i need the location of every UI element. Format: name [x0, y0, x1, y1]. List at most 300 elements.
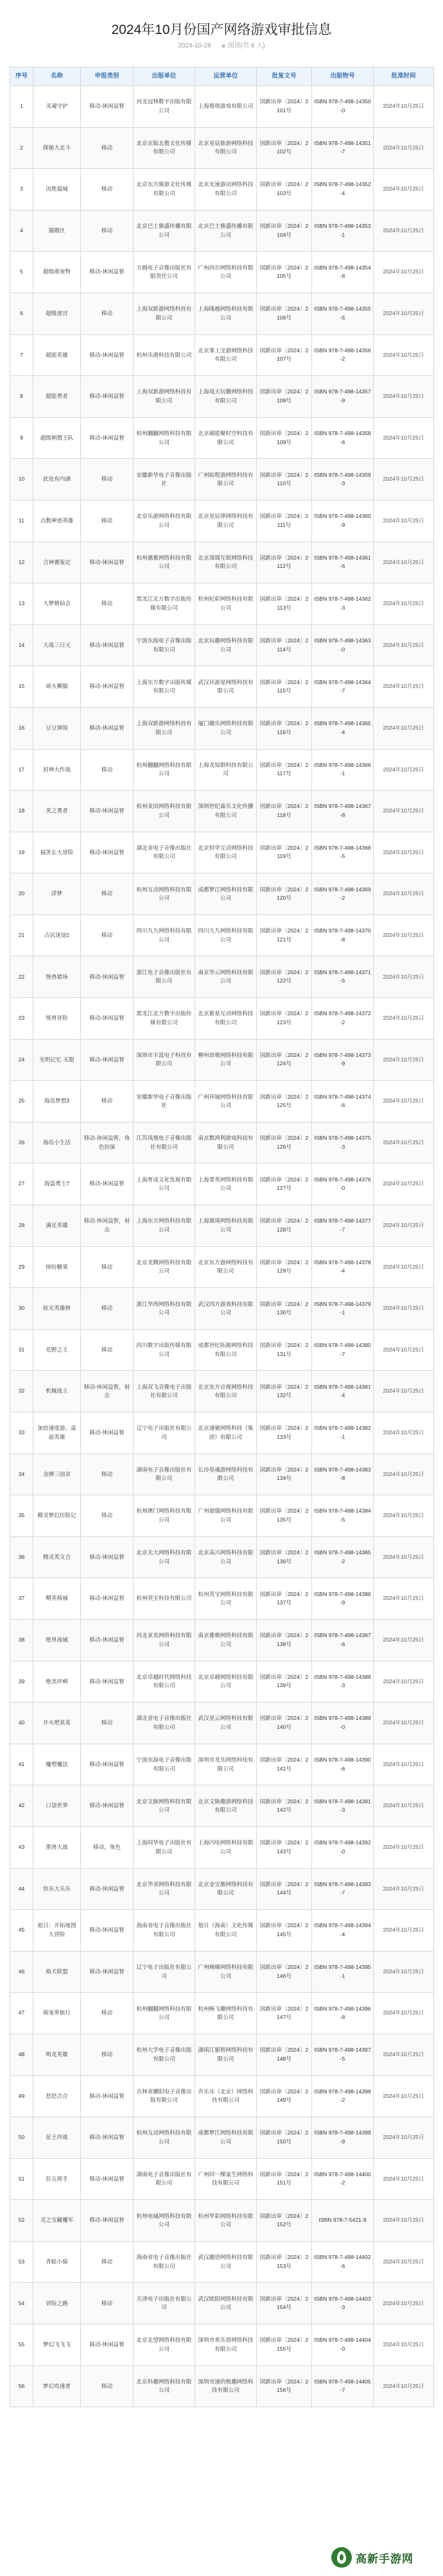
cell-isbn: ISBN 978-7-5421-9: [312, 2200, 374, 2242]
cell-index: 28: [10, 1205, 33, 1247]
cell-approval-no: 国新出审〔2024〕2111号: [257, 500, 312, 542]
cell-category: 移动-休闲益智: [81, 1413, 134, 1454]
cell-isbn: ISBN 978-7-498-14358-6: [312, 417, 374, 459]
table-row: [10, 417, 434, 459]
cell-game-name: 英之勇者: [33, 791, 81, 832]
cell-operator: 四川九九网络科技有限公司: [195, 914, 257, 956]
cell-approval-no: 国新出审〔2024〕2148号: [257, 2034, 312, 2075]
cell-category: 移动-休闲益智: [81, 2075, 134, 2117]
cell-game-name: 封神大作战: [33, 749, 81, 791]
cell-game-name: 快乐大乐乐: [33, 1868, 81, 1910]
cell-category: 移动-休闲益智: [81, 998, 134, 1040]
publish-date: 2024-10-28: [178, 42, 211, 49]
cell-operator: 广州同一棵家生网络科技有限公司: [195, 2158, 257, 2200]
cell-game-name: 怒怒合合: [33, 2075, 81, 2117]
cell-category: 移动-休闲益智: [81, 1536, 134, 1578]
table-row: [10, 1826, 434, 1868]
cell-date: 2024年10月25日: [374, 2075, 434, 2117]
cell-date: 2024年10月25日: [374, 1619, 434, 1661]
cell-isbn: ISBN 978-7-498-14375-3: [312, 1122, 374, 1163]
cell-approval-no: 国新出审〔2024〕2124号: [257, 1039, 312, 1081]
cell-approval-no: 国新出审〔2024〕2131号: [257, 1329, 312, 1371]
cell-index: 34: [10, 1454, 33, 1495]
cell-date: 2024年10月25日: [374, 666, 434, 708]
cell-index: 35: [10, 1495, 33, 1537]
table-row: [10, 459, 434, 501]
cell-operator: 南京数鸿利游戏科技有限公司: [195, 1122, 257, 1163]
cell-date: 2024年10月25日: [374, 417, 434, 459]
cell-publisher: 杭州翻翻网络科技有限公司: [134, 1993, 195, 2034]
table-row: [10, 956, 434, 998]
cell-category: 移动-休闲益智: [81, 1578, 134, 1620]
cell-approval-no: 国新出审〔2024〕2149号: [257, 2075, 312, 2117]
cell-approval-no: 国新出审〔2024〕2104号: [257, 210, 312, 252]
cell-category: 移动: [81, 1246, 134, 1288]
cell-isbn: ISBN 978-7-498-14404-0: [312, 2324, 374, 2366]
cell-game-name: 满足英雄: [33, 1205, 81, 1247]
cell-date: 2024年10月25日: [374, 542, 434, 583]
cell-isbn: ISBN 978-7-498-14397-5: [312, 2034, 374, 2075]
cell-operator: 上海龙知群科技有限公司: [195, 749, 257, 791]
cell-game-name: 魔塑魔法: [33, 1744, 81, 1785]
cell-publisher: 上海双新游网络科技有限公司: [134, 293, 195, 334]
cell-isbn: ISBN 978-7-498-14363-0: [312, 624, 374, 666]
table-row: [10, 583, 434, 625]
cell-approval-no: 国新出审〔2024〕2128号: [257, 1205, 312, 1247]
cell-date: 2024年10月25日: [374, 1993, 434, 2034]
cell-isbn: ISBN 978-7-498-14394-4: [312, 1910, 374, 1952]
cell-index: 38: [10, 1619, 33, 1661]
cell-game-name: 梦幻攻速者: [33, 2366, 81, 2407]
cell-operator: 广州超强网络科技有限公司: [195, 1495, 257, 1537]
cell-approval-no: 国新出审〔2024〕2151号: [257, 2158, 312, 2200]
cell-date: 2024年10月25日: [374, 1329, 434, 1371]
cell-isbn: ISBN 978-7-498-14352-4: [312, 169, 374, 210]
cell-game-name: 猫散区: [33, 210, 81, 252]
cell-category: 移动: [81, 293, 134, 334]
cell-category: 移动: [81, 1081, 134, 1122]
cell-game-name: 萌犬联盟: [33, 1951, 81, 1993]
cell-isbn: ISBN 978-7-498-14357-9: [312, 376, 374, 418]
cell-publisher: 天津电子出版社有限公司: [134, 2283, 195, 2324]
cell-date: 2024年10月25日: [374, 1246, 434, 1288]
table-row: [10, 1536, 434, 1578]
cell-isbn: ISBN 978-7-498-14350-0: [312, 86, 374, 128]
cell-game-name: 灵之宝藏魔军: [33, 2200, 81, 2242]
cell-operator: 杭州畅飞趣网络科技有限公司: [195, 1993, 257, 2034]
cell-publisher: 浙江电子音像出版社有限公司: [134, 956, 195, 998]
cell-approval-no: 国新出审〔2024〕2125号: [257, 1081, 312, 1122]
cell-date: 2024年10月25日: [374, 914, 434, 956]
cell-approval-no: 国新出审〔2024〕2138号: [257, 1619, 312, 1661]
cell-date: 2024年10月25日: [374, 334, 434, 376]
cell-publisher: 杭州麦田网络科技有限公司: [134, 791, 195, 832]
cell-index: 11: [10, 500, 33, 542]
cell-operator: 武汉趣语网络科技有限公司: [195, 2241, 257, 2283]
cell-category: 移动-休闲益智，射击: [81, 1205, 134, 1247]
cell-approval-no: 国新出审〔2024〕2155号: [257, 2324, 312, 2366]
column-header: 批复文号: [257, 67, 312, 86]
cell-operator: 北京东方京视网络科技有限公司: [195, 1371, 257, 1413]
cell-date: 2024年10月25日: [374, 1371, 434, 1413]
cell-game-name: 那兽大战: [33, 1826, 81, 1868]
cell-game-name: 炫光英雄榜: [33, 1288, 81, 1330]
cell-date: 2024年10月25日: [374, 2158, 434, 2200]
cell-publisher: 上海双飞音像电子出版社有限公司: [134, 1371, 195, 1413]
cell-category: 移动-休闲益智: [81, 1661, 134, 1703]
table-row: [10, 2075, 434, 2117]
cell-category: 移动-休闲益智: [81, 624, 134, 666]
cell-category: 移动-休闲益智: [81, 334, 134, 376]
cell-isbn: ISBN 978-7-498-14393-7: [312, 1868, 374, 1910]
table-row: [10, 1661, 434, 1703]
cell-index: 21: [10, 914, 33, 956]
table-row: [10, 832, 434, 873]
cell-category: 移动-休闲益智: [81, 2324, 134, 2366]
cell-operator: 深圳市欢乐语网络科技有限公司: [195, 2324, 257, 2366]
table-row: [10, 1951, 434, 1993]
cell-publisher: 辽宁电子出版社有限公司: [134, 1951, 195, 1993]
table-row: [10, 749, 434, 791]
cell-isbn: ISBN 978-7-498-14355-5: [312, 293, 374, 334]
cell-index: 7: [10, 334, 33, 376]
cell-approval-no: 国新出审〔2024〕2134号: [257, 1454, 312, 1495]
cell-approval-no: 国新出审〔2024〕2154号: [257, 2283, 312, 2324]
cell-index: 18: [10, 791, 33, 832]
cell-date: 2024年10月25日: [374, 1039, 434, 1081]
cell-publisher: 吉林省耀阳电子音像出版有限公司: [134, 2075, 195, 2117]
cell-game-name: 开火吧莫莫: [33, 1703, 81, 1744]
cell-index: 55: [10, 2324, 33, 2366]
cell-isbn: ISBN 978-7-498-14360-9: [312, 500, 374, 542]
cell-operator: 广州皖程游网络科技有限公司: [195, 459, 257, 501]
cell-index: 12: [10, 542, 33, 583]
cell-date: 2024年10月25日: [374, 1081, 434, 1122]
cell-operator: 乔乐乐（北京）网络科技有限公司: [195, 2075, 257, 2117]
cell-game-name: 搞笑长大冒险: [33, 832, 81, 873]
cell-operator: 成都世纪拓源网络科技有限公司: [195, 1329, 257, 1371]
cell-game-name: 探秘大北斗: [33, 127, 81, 169]
cell-index: 30: [10, 1288, 33, 1330]
table-row: [10, 1371, 434, 1413]
table-row: [10, 127, 434, 169]
cell-operator: 杭州华彩网络科技有限公司: [195, 2200, 257, 2242]
cell-publisher: 北京东方骏游文化传媒有限公司: [134, 169, 195, 210]
column-header: 运营单位: [195, 67, 257, 86]
cell-isbn: ISBN 978-7-498-14353-1: [312, 210, 374, 252]
cell-publisher: 浙江华西网络科技有限公司: [134, 1288, 195, 1330]
cell-category: 移动-休闲益智: [81, 956, 134, 998]
cell-operator: 北京高兴网络科技有限公司: [195, 1536, 257, 1578]
cell-isbn: ISBN 978-7-498-14384-5: [312, 1495, 374, 1537]
cell-category: 移动: [81, 1454, 134, 1495]
cell-game-name: 海盗勇士7: [33, 1163, 81, 1205]
cell-operator: 杭州英宝网络科技有限公司: [195, 1578, 257, 1620]
cell-approval-no: 国新出审〔2024〕2136号: [257, 1536, 312, 1578]
cell-isbn: ISBN 978-7-498-14370-8: [312, 914, 374, 956]
cell-index: 42: [10, 1785, 33, 1827]
cell-operator: 长沙星魂游网络科技有限公司: [195, 1454, 257, 1495]
cell-approval-no: 国新出审〔2024〕2152号: [257, 2200, 312, 2242]
cell-category: 移动: [81, 210, 134, 252]
cell-isbn: ISBN 978-7-498-14383-8: [312, 1454, 374, 1495]
cell-game-name: 怪兽冒险: [33, 998, 81, 1040]
cell-isbn: ISBN 978-7-498-14361-6: [312, 542, 374, 583]
cell-date: 2024年10月25日: [374, 2200, 434, 2242]
cell-isbn: ISBN 978-7-498-14354-8: [312, 252, 374, 293]
cell-operator: 广州尚尔网络科技有限公司: [195, 252, 257, 293]
cell-publisher: 北京龙腾网络科技有限公司: [134, 1246, 195, 1288]
cell-game-name: 海岛小生活: [33, 1122, 81, 1163]
table-row: [10, 666, 434, 708]
cell-index: 26: [10, 1122, 33, 1163]
cell-game-name: 豆豆弹锐: [33, 707, 81, 749]
cell-date: 2024年10月25日: [374, 376, 434, 418]
cell-approval-no: 国新出审〔2024〕2123号: [257, 998, 312, 1040]
cell-index: 53: [10, 2241, 33, 2283]
cell-approval-no: 国新出审〔2024〕2127号: [257, 1163, 312, 1205]
cell-date: 2024年10月25日: [374, 1454, 434, 1495]
cell-operator: 深圳市速的极趣网络科技有限公司: [195, 2366, 257, 2407]
cell-date: 2024年10月25日: [374, 2366, 434, 2407]
cell-operator: 上海菁英网络科技有限公司: [195, 1163, 257, 1205]
cell-publisher: 河北冠林数字出版有限公司: [134, 86, 195, 128]
cell-approval-no: 国新出审〔2024〕2105号: [257, 252, 312, 293]
cell-category: 移动: [81, 1993, 134, 2034]
cell-index: 40: [10, 1703, 33, 1744]
cell-publisher: 深圳市丰富电子科技有限公司: [134, 1039, 195, 1081]
cell-game-name: 灵魂守护: [33, 86, 81, 128]
cell-operator: 北京掌上宝游网络科技有限公司: [195, 334, 257, 376]
cell-publisher: 杭州乐港科技有限公司: [134, 334, 195, 376]
watermark-text: 高新手游网: [356, 2552, 413, 2565]
cell-isbn: ISBN 978-7-498-14382-1: [312, 1413, 374, 1454]
table-row: [10, 169, 434, 210]
cell-game-name: 青蛙小骑: [33, 2241, 81, 2283]
cell-operator: 武汉星云网络科技有限公司: [195, 1703, 257, 1744]
cell-operator: 北京东方游网络科技有限公司: [195, 1246, 257, 1288]
cell-game-name: 旭日：开拓地图大冒险: [33, 1910, 81, 1952]
cell-category: 移动: [81, 2366, 134, 2407]
cell-date: 2024年10月25日: [374, 86, 434, 128]
cell-approval-no: 国新出审〔2024〕2119号: [257, 832, 312, 873]
cell-index: 4: [10, 210, 33, 252]
cell-approval-no: 国新出审〔2024〕2120号: [257, 873, 312, 915]
cell-category: 移动: [81, 1329, 134, 1371]
table-row: [10, 1246, 434, 1288]
cell-game-name: 明龙英雄: [33, 2034, 81, 2075]
cell-date: 2024年10月25日: [374, 2117, 434, 2159]
cell-game-name: 精灵英文合: [33, 1536, 81, 1578]
table-row: [10, 1785, 434, 1827]
table-row: [10, 1205, 434, 1247]
column-header: 名称: [33, 67, 81, 86]
cell-index: 15: [10, 666, 33, 708]
cell-date: 2024年10月25日: [374, 1951, 434, 1993]
cell-date: 2024年10月25日: [374, 1495, 434, 1537]
cell-game-name: 超级刺猬王队: [33, 417, 81, 459]
cell-isbn: ISBN 978-7-498-14377-7: [312, 1205, 374, 1247]
table-row: [10, 1910, 434, 1952]
cell-publisher: 杭州大学电子音像出版有限公司: [134, 2034, 195, 2075]
cell-index: 41: [10, 1744, 33, 1785]
cell-date: 2024年10月25日: [374, 832, 434, 873]
cell-operator: 上海鼎琦网络科技有限公司: [195, 1205, 257, 1247]
cell-operator: 上海隆越网络科技有限公司: [195, 293, 257, 334]
table-row: [10, 707, 434, 749]
cell-approval-no: 国新出审〔2024〕2101号: [257, 86, 312, 128]
cell-date: 2024年10月25日: [374, 1826, 434, 1868]
cell-category: 移动: [81, 169, 134, 210]
cell-publisher: 北京光大网络科技有限公司: [134, 1536, 195, 1578]
cell-game-name: 此处有内涵: [33, 459, 81, 501]
cell-category: 移动: [81, 749, 134, 791]
cell-publisher: 北京乐游网络科技有限公司: [134, 500, 195, 542]
article-meta: [0, 40, 443, 49]
cell-game-name: 浮梦: [33, 873, 81, 915]
table-row: [10, 1122, 434, 1163]
cell-approval-no: 国新出审〔2024〕2121号: [257, 914, 312, 956]
cell-category: 移动-休闲益智: [81, 1619, 134, 1661]
table-row: [10, 1868, 434, 1910]
cell-game-name: 合神赛鉴定: [33, 542, 81, 583]
cell-approval-no: 国新出审〔2024〕2156号: [257, 2366, 312, 2407]
cell-operator: 北京速驰网络科技（集团）有限公司: [195, 1413, 257, 1454]
column-header: 出版单位: [134, 67, 195, 86]
cell-approval-no: 国新出审〔2024〕2145号: [257, 1910, 312, 1952]
cell-category: 移动-休闲益智: [81, 252, 134, 293]
cell-index: 17: [10, 749, 33, 791]
cell-approval-no: 国新出审〔2024〕2117号: [257, 749, 312, 791]
cell-publisher: 湖南电子音像出版社有限公司: [134, 2158, 195, 2200]
cell-publisher: 杭州互动网络科技有限公司: [134, 2117, 195, 2159]
cell-category: 移动-休闲益智，角色扮演: [81, 1122, 134, 1163]
cell-game-name: 古民迷途2: [33, 914, 81, 956]
table-row: [10, 2200, 434, 2242]
cell-operator: 北京深瑞互娱网络科技有限公司: [195, 542, 257, 583]
cell-date: 2024年10月25日: [374, 1868, 434, 1910]
cell-publisher: 海南省电子音像出版社有限公司: [134, 2241, 195, 2283]
cell-approval-no: 国新出审〔2024〕2116号: [257, 707, 312, 749]
cell-category: 移动-休闲益智: [81, 1744, 134, 1785]
table-row: [10, 334, 434, 376]
cell-publisher: 四川九九网络科技有限公司: [134, 914, 195, 956]
cell-date: 2024年10月25日: [374, 956, 434, 998]
column-header: 申报类别: [81, 67, 134, 86]
cell-approval-no: 国新出审〔2024〕2144号: [257, 1868, 312, 1910]
cell-date: 2024年10月25日: [374, 873, 434, 915]
cell-publisher: 杭州惠雅网络科技有限公司: [134, 542, 195, 583]
cell-index: 46: [10, 1951, 33, 1993]
cell-operator: 北京新星互动网络科技有限公司: [195, 998, 257, 1040]
cell-date: 2024年10月25日: [374, 1163, 434, 1205]
cell-publisher: 杭州互动网络科技有限公司: [134, 873, 195, 915]
cell-game-name: 精灵梦幻历险记: [33, 1495, 81, 1537]
cell-date: 2024年10月25日: [374, 791, 434, 832]
cell-game-name: 萌宠界旅行: [33, 1993, 81, 2034]
cell-index: 2: [10, 127, 33, 169]
cell-operator: 南京雅极网络科技有限公司: [195, 1619, 257, 1661]
cell-isbn: ISBN 978-7-498-14376-0: [312, 1163, 374, 1205]
cell-index: 50: [10, 2117, 33, 2159]
cell-publisher: 宁波东海电子音像出版有限公司: [134, 1744, 195, 1785]
cell-index: 20: [10, 873, 33, 915]
page-title: 2024年10月份国产网络游戏审批信息: [111, 22, 332, 37]
cell-category: 移动-休闲益智: [81, 417, 134, 459]
cell-game-name: 大战三日元: [33, 624, 81, 666]
cell-date: 2024年10月25日: [374, 1413, 434, 1454]
table-header-row: [10, 67, 434, 86]
cell-category: 移动-休闲益智: [81, 2158, 134, 2200]
cell-publisher: 杭州澳门网络科技有限公司: [134, 1495, 195, 1537]
cell-date: 2024年10月25日: [374, 583, 434, 625]
cell-isbn: ISBN 978-7-498-14359-3: [312, 459, 374, 501]
cell-game-name: 怪兽猎场: [33, 956, 81, 998]
cell-date: 2024年10月25日: [374, 500, 434, 542]
cell-category: 移动-休闲益智: [81, 2117, 134, 2159]
cell-isbn: ISBN 978-7-498-14365-4: [312, 707, 374, 749]
cell-operator: 上海闪电网络科技有限公司: [195, 1826, 257, 1868]
cell-game-name: 绝界战城: [33, 1619, 81, 1661]
cell-isbn: ISBN 978-7-498-14399-9: [312, 2117, 374, 2159]
cell-approval-no: 国新出审〔2024〕2146号: [257, 1951, 312, 1993]
cell-category: 移动，角色: [81, 1826, 134, 1868]
cell-date: 2024年10月25日: [374, 624, 434, 666]
table-row: [10, 1329, 434, 1371]
cell-isbn: ISBN 978-7-498-14369-2: [312, 873, 374, 915]
cell-publisher: 黑龙江北方数字出版传媒有限公司: [134, 583, 195, 625]
cell-operator: 北京星辰旅游网络科技有限公司: [195, 127, 257, 169]
cell-index: 3: [10, 169, 33, 210]
cell-category: 移动: [81, 459, 134, 501]
cell-isbn: ISBN 978-7-498-14385-2: [312, 1536, 374, 1578]
cell-category: 移动-休闲益智: [81, 832, 134, 873]
table-row: [10, 1578, 434, 1620]
cell-isbn: ISBN 978-7-498-14388-3: [312, 1661, 374, 1703]
cell-approval-no: 国新出审〔2024〕2139号: [257, 1661, 312, 1703]
site-watermark: [327, 2544, 437, 2571]
approval-table: [10, 67, 434, 2407]
cell-publisher: 四川数字出版传媒有限公司: [134, 1329, 195, 1371]
cell-game-name: 加倍速度游，桌面英雄: [33, 1413, 81, 1454]
column-header: 序号: [10, 67, 33, 86]
cell-publisher: 北京巴士鼎盛传播有限公司: [134, 210, 195, 252]
cell-isbn: ISBN 978-7-498-14386-9: [312, 1578, 374, 1620]
cell-game-name: 冒险之路: [33, 2283, 81, 2324]
cell-approval-no: 国新出审〔2024〕2110号: [257, 459, 312, 501]
cell-category: 移动: [81, 1288, 134, 1330]
cell-category: 移动-休闲益智: [81, 376, 134, 418]
cell-operator: 上海俊琪游戏有限公司: [195, 86, 257, 128]
table-row: [10, 2117, 434, 2159]
table-row: [10, 86, 434, 128]
cell-index: 5: [10, 252, 33, 293]
cell-category: 移动-休闲益智: [81, 1910, 134, 1952]
cell-operator: 北京玩趣网络科技有限公司: [195, 624, 257, 666]
table-row: [10, 1039, 434, 1081]
cell-operator: 成都梦江网络科技有限公司: [195, 2117, 257, 2159]
cell-date: 2024年10月25日: [374, 1536, 434, 1578]
cell-isbn: ISBN 978-7-498-14380-7: [312, 1329, 374, 1371]
cell-publisher: 上海双新游网络科技有限公司: [134, 707, 195, 749]
cell-index: 13: [10, 583, 33, 625]
cell-game-name: 光明记忆·无限: [33, 1039, 81, 1081]
cell-isbn: ISBN 978-7-498-14402-6: [312, 2241, 374, 2283]
cell-category: 移动-休闲益智: [81, 1785, 134, 1827]
cell-category: 移动: [81, 127, 134, 169]
table-row: [10, 500, 434, 542]
cell-index: 32: [10, 1371, 33, 1413]
